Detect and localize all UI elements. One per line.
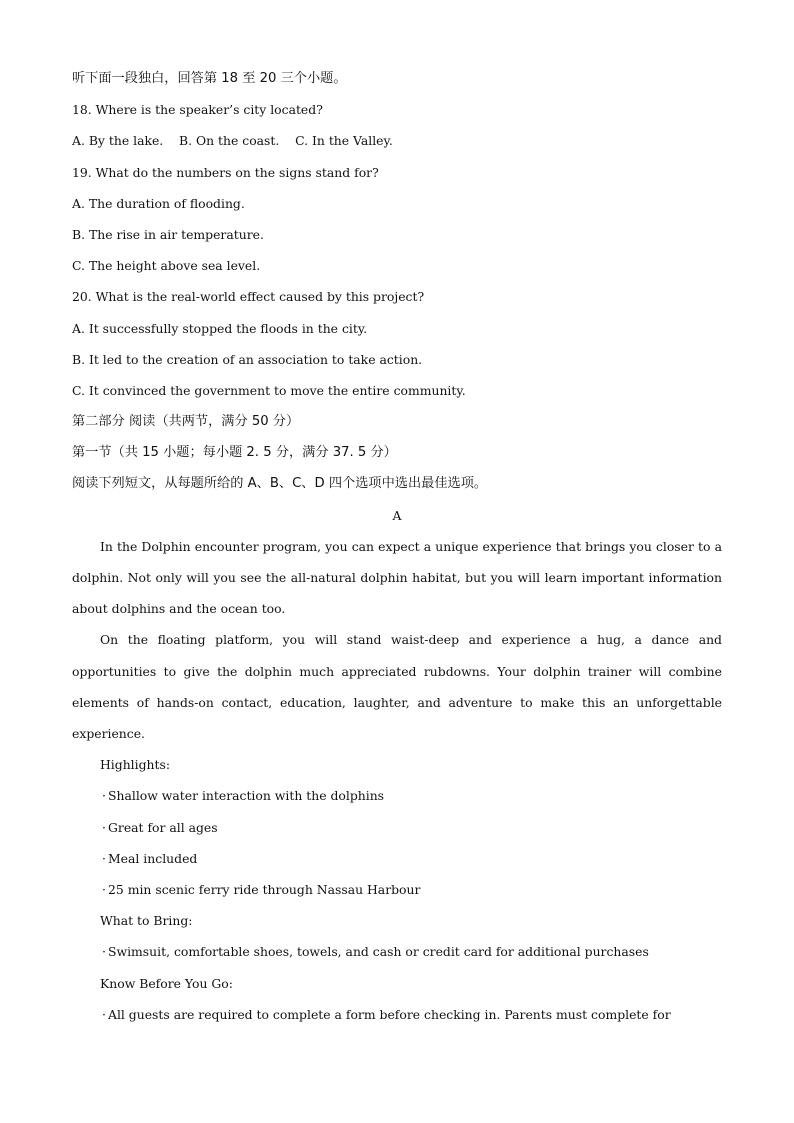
question-18-stem: 18. Where is the speaker’s city located? xyxy=(72,102,323,118)
reading-instructions: 阅读下列短文，从每题所给的 A、B、C、D 四个选项中选出最佳选项。 xyxy=(72,476,488,492)
highlights-heading: Highlights: xyxy=(100,757,171,773)
bullet-icon: · xyxy=(102,881,106,897)
question-19-stem: 19. What do the numbers on the signs stand for? xyxy=(72,164,379,180)
question-20-option-c: C. It convinced the government to move the entire community. xyxy=(72,382,466,398)
question-19-option-c: C. The height above sea level. xyxy=(72,258,261,274)
highlight-item: · Great for all ages xyxy=(72,812,722,843)
question-20-option-b: B. It led to the creation of an association to take action. xyxy=(72,351,423,367)
section-heading: 第二部分 阅读（共两节，满分 50 分） xyxy=(72,414,300,430)
know-item: · All guests are required to complete a form before checking in. Parents must complete for xyxy=(72,999,722,1030)
bullet-icon: · xyxy=(102,850,106,866)
highlight-item: · Meal included xyxy=(72,843,722,874)
bring-heading: What to Bring: xyxy=(100,913,193,929)
question-18-options: A. By the lake. B. On the coast. C. In the Valley. xyxy=(72,133,393,149)
passage-label: A xyxy=(392,507,402,523)
subsection-heading: 第一节（共 15 小题；每小题 2. 5 分，满分 37. 5 分） xyxy=(72,445,397,461)
highlight-item: · 25 min scenic ferry ride through Nassau Harbour xyxy=(72,874,722,905)
question-20-stem: 20. What is the real-world effect caused by this project? xyxy=(72,289,425,305)
question-19-option-b: B. The rise in air temperature. xyxy=(72,226,264,242)
passage-paragraph: In the Dolphin encounter program, you can expect a unique experience that brings you closer to a dolphin. Not only will you see the all-natural dolphin habitat, but you will learn important information about dolphins and the ocean too. xyxy=(72,538,722,617)
question-19-option-a: A. The duration of flooding. xyxy=(72,195,245,211)
bullet-icon: · xyxy=(102,788,106,804)
know-heading: Know Before You Go: xyxy=(100,975,233,991)
bullet-icon: · xyxy=(102,944,106,960)
bullet-icon: · xyxy=(102,1006,106,1022)
listening-intro: 听下面一段独白，回答第 18 至 20 三个小题。 xyxy=(72,71,347,86)
passage-paragraph: On the floating platform, you will stand waist-deep and experience a hug, a dance and opportunities to give the dolphin much appreciated rubdowns. Your dolphin trainer will combine elements of hands-on contact, education, laughter, and adventure to make this an unforgettable experience. xyxy=(72,632,722,742)
document-page xyxy=(72,63,722,1030)
highlight-item: · Shallow water interaction with the dolphins xyxy=(72,780,722,811)
bullet-icon: · xyxy=(102,819,106,835)
question-20-option-a: A. It successfully stopped the floods in the city. xyxy=(72,320,368,336)
bring-item: · Swimsuit, comfortable shoes, towels, and cash or credit card for additional purchases xyxy=(72,936,722,967)
